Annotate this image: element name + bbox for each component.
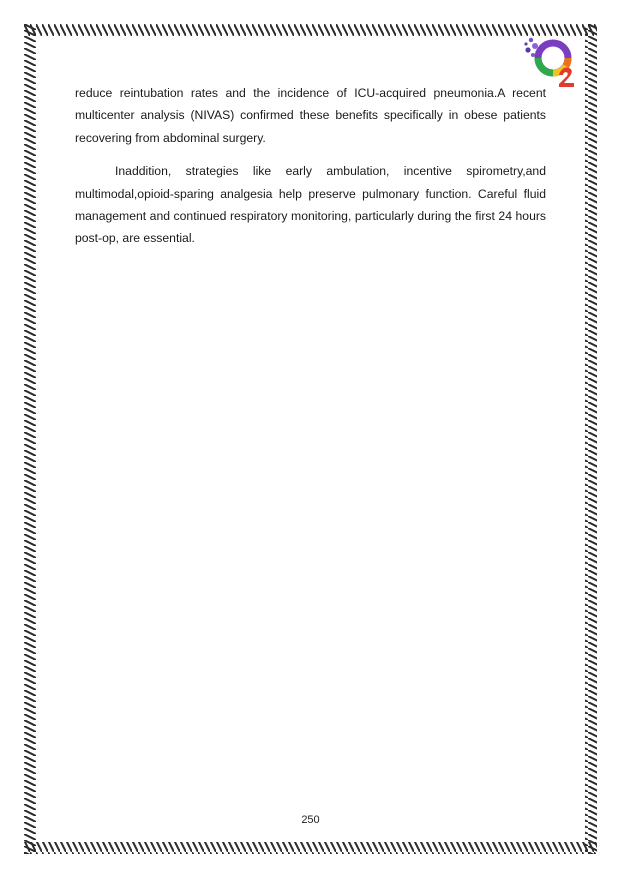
page-number: 250 — [301, 814, 320, 826]
paragraph: Inaddition, strategies like early ambulation, incentive spirometry,and multimodal,opioid-sparing analgesia help preserve pulmonary function. Careful fluid management and continued respiratory monitoring, particularly during the first 24 hours post-op, are essential. — [75, 164, 546, 246]
body-text — [75, 82, 546, 250]
o2-logo-icon — [522, 36, 580, 88]
paragraph: reduce reintubation rates and the incidence of ICU-acquired pneumonia.A recent multicenter analysis (NIVAS) confirmed these benefits specifically in obese patients recovering from abdominal surgery. — [75, 86, 546, 145]
